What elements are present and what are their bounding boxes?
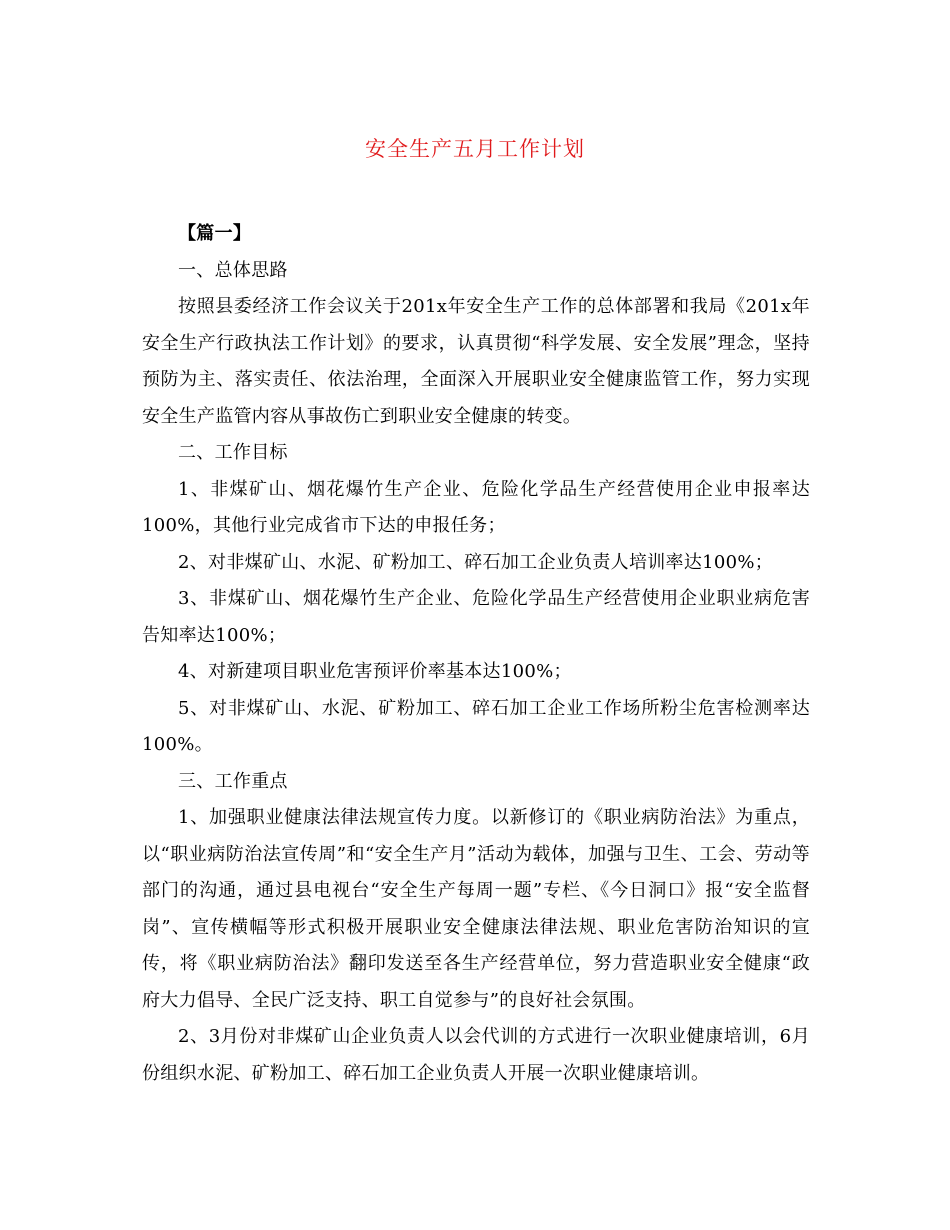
goal-item-1: 1、非煤矿山、烟花爆竹生产企业、危险化学品生产经营使用企业申报率达100%，其他行业完成省市下达的申报任务；: [142, 478, 810, 536]
focus-item-2: 2、3月份对非煤矿山企业负责人以会代训的方式进行一次职业健康培训，6月份组织水泥、矿粉加工、碎石加工企业负责人开展一次职业健康培训。: [142, 1026, 810, 1084]
goal-item-5: 5、对非煤矿山、水泥、矿粉加工、碎石加工企业工作场所粉尘危害检测率达100%。: [142, 697, 810, 755]
document-title: 安全生产五月工作计划: [365, 137, 585, 161]
goal-item-2: 2、对非煤矿山、水泥、矿粉加工、碎石加工企业负责人培训率达100%；: [178, 551, 774, 573]
goal-item-4: 4、对新建项目职业危害预评价率基本达100%；: [178, 661, 572, 682]
section-heading-work-focus: 三、工作重点: [178, 770, 288, 792]
section-marker: 【篇一】: [178, 223, 252, 244]
focus-item-1: 1、加强职业健康法律法规宣传力度。以新修订的《职业病防治法》为重点，以“职业病防治法宣传周”和“安全生产月”活动为载体，加强与卫生、工会、劳动等部门的沟通，通过县电视台“安全生产每周一题”专栏、《今日洞口》报“安全监督岗”、宣传横幅等形式积极开展职业安全健康法律法规、职业危害防治知识的宣传，将《职业病防治法》翻印发送至各生产经营单位，努力营造职业安全健康“政府大力倡导、全民广泛支持、职工自觉参与”的良好社会氛围。: [142, 807, 810, 1011]
section-heading-work-goals: 二、工作目标: [178, 442, 288, 463]
section-heading-overall-approach: 一、总体思路: [178, 259, 288, 281]
paragraph-overall-approach: 按照县委经济工作会议关于201x年安全生产工作的总体部署和我局《201x年安全生产行政执法工作计划》的要求，认真贯彻“科学发展、安全发展”理念，坚持预防为主、落实责任、依法治理，全面深入开展职业安全健康监管工作，努力实现安全生产监管内容从事故伤亡到职业安全健康的转变。: [142, 296, 810, 427]
document-body: [142, 216, 810, 1092]
goal-item-3: 3、非煤矿山、烟花爆竹生产企业、危险化学品生产经营使用企业职业病危害告知率达100%；: [142, 588, 810, 646]
